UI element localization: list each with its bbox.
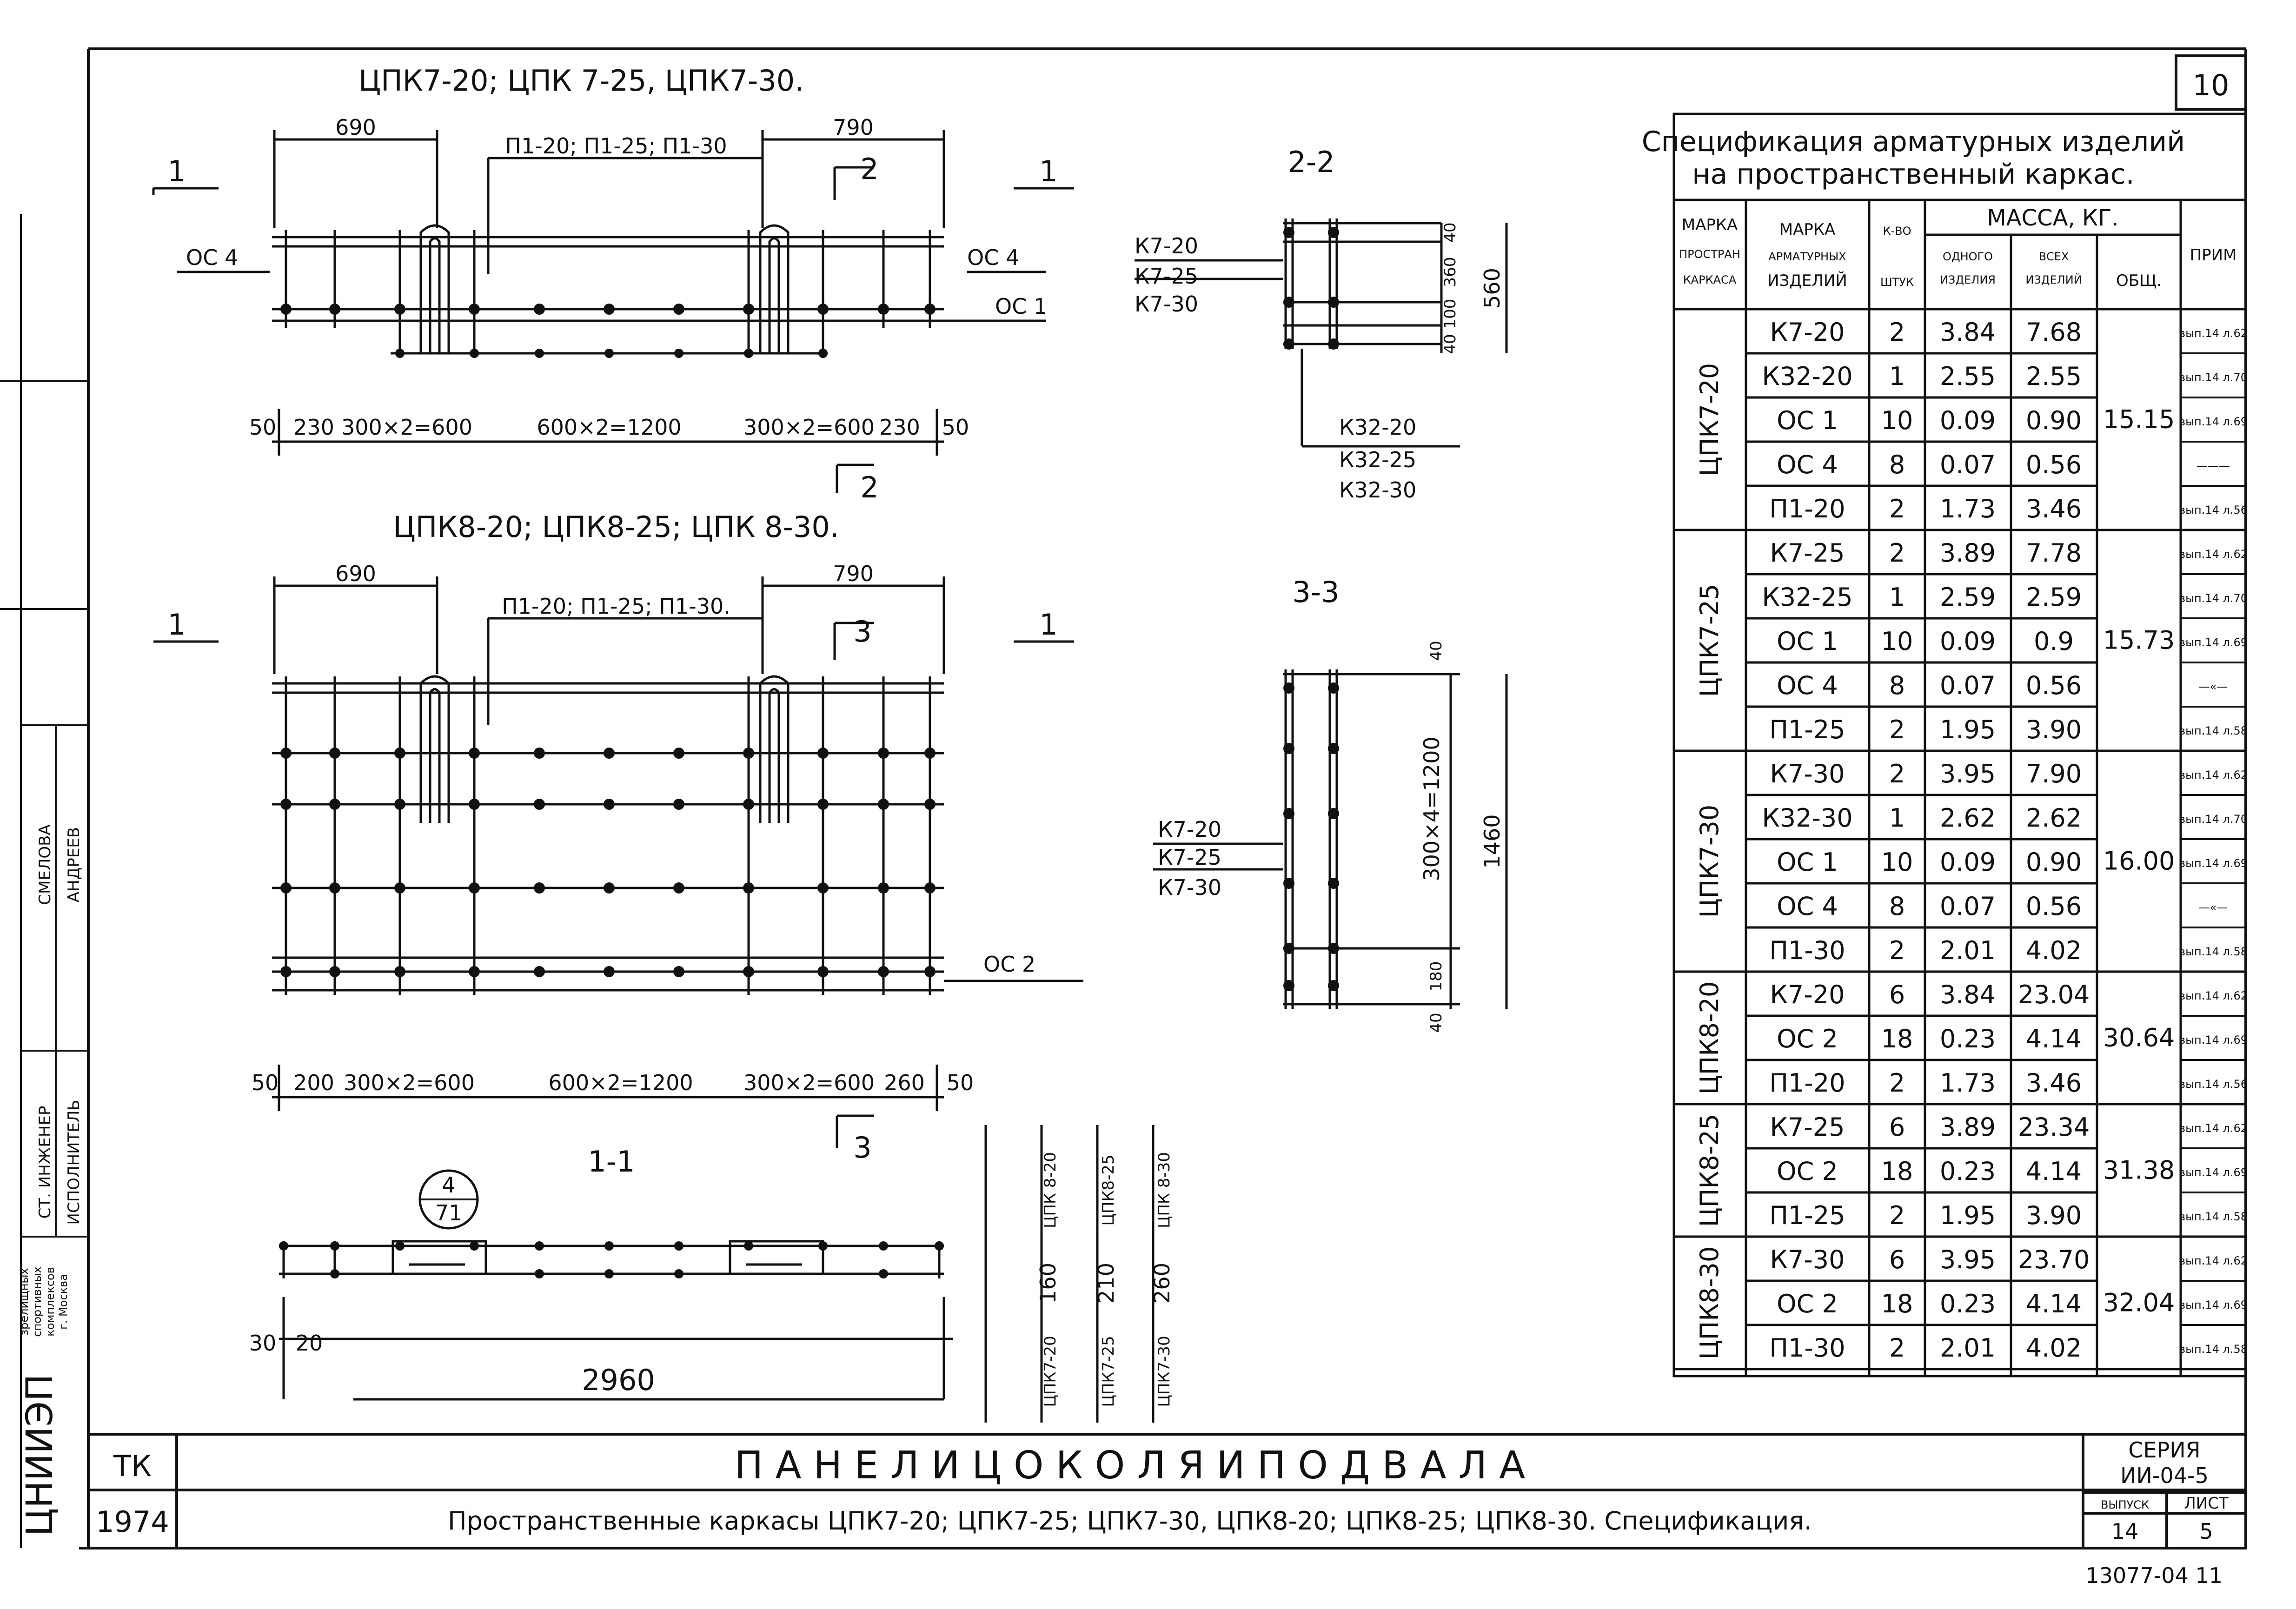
spec-cell-mass-one: 0.09 [1939, 406, 1996, 435]
spec-cell-mass-all: 23.34 [2017, 1112, 2090, 1142]
spec-cell-note: вып.14 л.69 [2178, 415, 2248, 428]
spec-cell-mark: П1-25 [1769, 1201, 1845, 1230]
spec-cell-note: вып.14 л.70 [2178, 813, 2248, 826]
middle-bottom-dim-7: 50 [946, 1070, 974, 1095]
section-3-3 [1153, 575, 1506, 1033]
spec-cell-mass-one: 0.23 [1939, 1024, 1996, 1053]
spec-title-line-1: Спецификация арматурных изделий [1641, 126, 2185, 158]
tb-title: П А Н Е Л И Ц О К О Л Я И П О Д В А Л А [734, 1443, 1526, 1488]
section-3-3-title: 3-3 [1292, 575, 1340, 609]
hdr-item-mark-1: МАРКА [1779, 220, 1836, 239]
spec-cell-qty: 2 [1889, 936, 1905, 965]
height-bottom-1: ЦПК7-20 [1041, 1336, 1060, 1407]
spec-cell-mass-all: 0.56 [2025, 450, 2082, 479]
spec-cell-mass-all: 0.90 [2025, 848, 2082, 877]
height-bottom-2: ЦПК7-25 [1099, 1336, 1118, 1407]
hdr-mass-one-2: ИЗДЕЛИЯ [1940, 273, 1996, 286]
spec-cell-note: вып.14 л.69 [2178, 857, 2248, 870]
spec-cell-qty: 18 [1881, 1157, 1913, 1186]
spec-cell-mark: ОС 2 [1777, 1289, 1838, 1318]
top-dim-right: 790 [833, 115, 874, 140]
middle-view [153, 510, 1083, 1165]
middle-cut-mark-3-upper: 3 [853, 615, 872, 649]
spec-cell-mass-one: 3.89 [1939, 538, 1996, 568]
section-2-2-label-left-1: К7-20 [1135, 233, 1199, 258]
spec-cell-mass-one: 2.62 [1939, 803, 1996, 833]
spec-cell-frame: ЦПК8-20 [1695, 981, 1724, 1095]
spec-cell-mass-one: 0.07 [1939, 671, 1996, 700]
hdr-mass: МАССА, КГ. [1987, 205, 2119, 231]
node-ref-bottom: 71 [435, 1200, 463, 1225]
spec-cell-mass-one: 3.95 [1939, 1245, 1996, 1274]
spec-cell-mark: ОС 1 [1777, 406, 1838, 435]
spec-cell-mass-one: 1.73 [1939, 494, 1996, 523]
spec-cell-qty: 6 [1889, 980, 1905, 1009]
spec-cell-mark: П1-30 [1769, 936, 1845, 965]
height-top-2: ЦПК8-25 [1099, 1154, 1118, 1226]
spec-cell-mark: ОС 4 [1777, 892, 1838, 921]
spec-cell-mark: ОС 1 [1777, 627, 1838, 656]
spec-cell-mass-one: 2.59 [1939, 583, 1996, 612]
spec-cell-note: вып.14 л.62 [2178, 1254, 2248, 1267]
spec-cell-mass-all: 3.90 [2025, 1201, 2082, 1230]
spec-cell-mass-all: 7.90 [2025, 759, 2082, 788]
section-3-3-dim-total: 1460 [1480, 814, 1505, 869]
spec-cell-mark: К32-25 [1762, 583, 1853, 612]
height-bottom-3: ЦПК7-30 [1155, 1336, 1174, 1407]
spec-cell-note: вып.14 л.58 [2178, 1210, 2248, 1223]
node-ref-top: 4 [442, 1172, 456, 1198]
spec-cell-mark: ОС 2 [1777, 1024, 1838, 1053]
tb-series-label: СЕРИЯ [2128, 1437, 2201, 1463]
tb-year: 1974 [96, 1505, 169, 1539]
hdr-item-mark-3: ИЗДЕЛИЙ [1767, 271, 1847, 290]
spec-cell-mass-one: 1.73 [1939, 1068, 1996, 1098]
hdr-frame-mark-3: КАРКАСА [1683, 273, 1737, 286]
spec-cell-mass-one: 0.07 [1939, 892, 1996, 921]
top-cut-mark-2-lower: 2 [860, 470, 879, 504]
spec-cell-mark: П1-20 [1769, 494, 1845, 523]
title-block [88, 1434, 2246, 1548]
spec-cell-qty: 2 [1889, 1333, 1905, 1363]
bottom-code: 13077-04 11 [2085, 1563, 2223, 1588]
section-2-2 [1135, 145, 1506, 503]
top-bottom-dim-2: 230 [293, 415, 334, 440]
hdr-mass-one-1: ОДНОГО [1942, 250, 1993, 263]
spec-cell-note: ——— [2196, 459, 2230, 472]
tb-series-value: ИИ-04-5 [2120, 1463, 2209, 1488]
section-2-2-title: 2-2 [1287, 145, 1335, 179]
top-view [153, 64, 1074, 504]
middle-cut-mark-1-left: 1 [167, 608, 186, 642]
hdr-mass-all-2: ИЗДЕЛИЙ [2025, 273, 2082, 286]
spec-cell-mass-all: 0.56 [2025, 892, 2082, 921]
section-1-1-dim-20: 20 [295, 1331, 323, 1356]
stamp-org-line-4: г. Москва [57, 1274, 70, 1330]
stamp-name-1: СМЕЛОВА [36, 824, 54, 905]
top-cut-mark-2-upper: 2 [860, 152, 879, 186]
spec-rows [1674, 318, 2248, 1369]
section-3-3-dim-4: 40 [1427, 1013, 1446, 1033]
top-bottom-dim-7: 50 [942, 415, 969, 440]
height-top-1: ЦПК 8-20 [1041, 1152, 1060, 1229]
spec-cell-note: вып.14 л.58 [2178, 945, 2248, 958]
stamp-name-2: АНДРЕЕВ [65, 827, 83, 903]
spec-cell-qty: 2 [1889, 494, 1905, 523]
spec-cell-frame: ЦПК7-25 [1695, 583, 1724, 697]
spec-cell-qty: 2 [1889, 715, 1905, 744]
spec-cell-qty: 6 [1889, 1245, 1905, 1274]
spec-cell-mass-all: 0.90 [2025, 406, 2082, 435]
spec-cell-mass-all: 4.02 [2025, 1333, 2082, 1363]
middle-cut-mark-3-lower: 3 [853, 1131, 872, 1165]
section-1-1 [249, 1125, 1175, 1423]
middle-view-title: ЦПК8-20; ЦПК8-25; ЦПК 8-30. [393, 510, 839, 544]
section-1-1-dim-length: 2960 [582, 1363, 655, 1397]
middle-dim-left: 690 [335, 561, 376, 586]
spec-cell-mark: П1-20 [1769, 1068, 1845, 1098]
spec-cell-qty: 2 [1889, 759, 1905, 788]
spec-cell-mass-all: 0.56 [2025, 671, 2082, 700]
specification-table [1642, 114, 2248, 1376]
spec-cell-mass-one: 3.84 [1939, 980, 1996, 1009]
spec-cell-mark: ОС 4 [1777, 671, 1838, 700]
tb-sheet-label: ЛИСТ [2184, 1494, 2229, 1513]
section-3-3-label-left-2: К7-25 [1158, 845, 1222, 870]
height-value-1: 160 [1035, 1263, 1061, 1304]
top-bottom-dim-6: 230 [879, 415, 920, 440]
middle-label-loops: П1-20; П1-25; П1-30. [502, 594, 730, 619]
section-2-2-label-bottom-2: К32-25 [1339, 447, 1417, 472]
hdr-item-mark-2: АРМАТУРНЫХ [1768, 250, 1846, 263]
hdr-qty-1: К-ВО [1883, 225, 1911, 238]
spec-cell-mass-one: 2.55 [1939, 362, 1996, 391]
top-label-oc1: ОС 1 [995, 294, 1048, 319]
spec-cell-note: вып.14 л.62 [2178, 989, 2248, 1002]
hdr-mass-all-1: ВСЕХ [2038, 250, 2069, 263]
middle-bottom-dim-5: 300×2=600 [743, 1070, 875, 1095]
spec-cell-note: вып.14 л.56 [2178, 1078, 2248, 1091]
spec-cell-qty: 8 [1889, 671, 1905, 700]
spec-cell-mass-one: 0.09 [1939, 627, 1996, 656]
hdr-qty-2: ШТУК [1880, 276, 1914, 289]
tb-subtitle: Пространственные каркасы ЦПК7-20; ЦПК7-25; ЦПК7-30, ЦПК8-20; ЦПК8-25; ЦПК8-30. Спецификация. [448, 1506, 1812, 1536]
top-cut-mark-1-right: 1 [1039, 154, 1058, 188]
spec-cell-mass-all: 3.46 [2025, 494, 2082, 523]
spec-cell-mass-one: 3.95 [1939, 759, 1996, 788]
spec-cell-note: вып.14 л.69 [2178, 1033, 2248, 1046]
section-2-2-label-bottom-3: К32-30 [1339, 477, 1417, 503]
stamp-org: ЦНИИЭП [19, 1374, 61, 1536]
section-1-1-dim-30: 30 [249, 1331, 277, 1356]
top-dim-left: 690 [335, 115, 376, 140]
spec-cell-mass-all: 3.46 [2025, 1068, 2082, 1098]
stamp-role-1: СТ. ИНЖЕНЕР [36, 1106, 54, 1219]
stamp-org-line-2: спортивных [31, 1266, 44, 1337]
spec-cell-note: —«— [2198, 901, 2228, 914]
spec-cell-qty: 18 [1881, 1024, 1913, 1053]
stamp-org-line-3: комплексов [44, 1267, 57, 1337]
spec-cell-note: вып.14 л.69 [2178, 636, 2248, 649]
spec-cell-total: 15.73 [2103, 625, 2175, 655]
spec-cell-mark: К32-20 [1762, 362, 1853, 391]
stamp-org-line-1: зрелищных [18, 1268, 31, 1336]
spec-cell-mass-all: 7.68 [2025, 318, 2082, 347]
spec-cell-note: вып.14 л.62 [2178, 768, 2248, 781]
spec-cell-note: вып.14 л.70 [2178, 592, 2248, 605]
spec-cell-mass-one: 0.23 [1939, 1289, 1996, 1318]
section-3-3-label-left-3: К7-30 [1158, 875, 1222, 900]
spec-cell-mass-all: 0.9 [2034, 627, 2074, 656]
spec-cell-frame: ЦПК8-25 [1695, 1113, 1724, 1227]
top-label-oc4-left: ОС 4 [186, 245, 239, 270]
spec-cell-mark: К7-20 [1770, 980, 1845, 1009]
spec-cell-note: вып.14 л.58 [2178, 724, 2248, 737]
section-2-2-label-left-3: К7-30 [1135, 291, 1199, 317]
spec-cell-frame: ЦПК8-30 [1695, 1246, 1724, 1360]
spec-cell-qty: 8 [1889, 450, 1905, 479]
middle-bottom-dim-3: 300×2=600 [344, 1070, 475, 1095]
tb-issue-label: ВЫПУСК [2100, 1498, 2150, 1511]
spec-cell-qty: 10 [1881, 627, 1913, 656]
spec-cell-total: 15.15 [2103, 404, 2175, 434]
section-3-3-dim-3: 180 [1427, 961, 1446, 992]
hdr-note: ПРИМ [2190, 246, 2237, 265]
tb-sheet-value: 5 [2199, 1519, 2213, 1544]
spec-cell-note: вып.14 л.69 [2178, 1298, 2248, 1311]
spec-title-line-2: на пространственный каркас. [1692, 158, 2135, 191]
spec-cell-mass-all: 2.62 [2025, 803, 2082, 833]
spec-cell-mark: ОС 1 [1777, 848, 1838, 877]
spec-cell-qty: 1 [1889, 583, 1905, 612]
spec-cell-qty: 2 [1889, 1068, 1905, 1098]
top-bottom-dim-3: 300×2=600 [341, 415, 472, 440]
spec-cell-mass-all: 2.55 [2025, 362, 2082, 391]
top-bottom-dim-4: 600×2=1200 [537, 415, 682, 440]
spec-cell-mark: К7-20 [1770, 318, 1845, 347]
section-1-1-title: 1-1 [588, 1145, 635, 1179]
spec-cell-mark: ОС 4 [1777, 450, 1838, 479]
top-view-title: ЦПК7-20; ЦПК 7-25, ЦПК7-30. [358, 64, 804, 98]
section-3-3-label-left-1: К7-20 [1158, 817, 1222, 842]
section-3-3-dim-2: 300×4=1200 [1419, 736, 1444, 881]
top-label-oc4-right: ОС 4 [967, 245, 1020, 270]
spec-cell-qty: 2 [1889, 1201, 1905, 1230]
middle-bottom-dim-1: 50 [251, 1070, 279, 1095]
spec-cell-qty: 1 [1889, 803, 1905, 833]
spec-cell-frame: ЦПК7-20 [1695, 363, 1724, 477]
spec-cell-mark: К7-25 [1770, 1112, 1845, 1142]
spec-cell-mass-all: 4.14 [2025, 1289, 2082, 1318]
section-2-2-label-left-2: К7-25 [1135, 264, 1199, 289]
spec-cell-mass-one: 0.09 [1939, 848, 1996, 877]
spec-cell-qty: 10 [1881, 406, 1913, 435]
spec-cell-qty: 6 [1889, 1112, 1905, 1142]
spec-cell-frame: ЦПК7-30 [1695, 804, 1724, 918]
spec-cell-mass-all: 2.59 [2025, 583, 2082, 612]
spec-cell-qty: 1 [1889, 362, 1905, 391]
spec-cell-qty: 2 [1889, 318, 1905, 347]
sheet-number: 10 [2192, 68, 2230, 102]
section-2-2-dim-total: 560 [1480, 268, 1505, 309]
spec-cell-note: вып.14 л.58 [2178, 1343, 2248, 1356]
spec-cell-mass-one: 0.07 [1939, 450, 1996, 479]
spec-cell-note: вып.14 л.62 [2178, 327, 2248, 340]
top-bottom-dim-5: 300×2=600 [743, 415, 875, 440]
tb-issue-value: 14 [2111, 1519, 2139, 1544]
spec-cell-total: 32.04 [2103, 1288, 2175, 1318]
spec-cell-qty: 8 [1889, 892, 1905, 921]
middle-dim-right: 790 [833, 561, 874, 586]
spec-cell-mark: П1-25 [1769, 715, 1845, 744]
spec-cell-total: 30.64 [2103, 1023, 2175, 1053]
section-2-2-label-bottom-1: К32-20 [1339, 415, 1417, 440]
spec-cell-mark: К7-25 [1770, 538, 1845, 568]
section-2-2-dim-2: 360 [1441, 257, 1460, 287]
middle-bottom-dim-2: 200 [293, 1070, 334, 1095]
top-label-loops: П1-20; П1-25; П1-30 [505, 133, 727, 159]
middle-bottom-dim-6: 260 [884, 1070, 925, 1095]
spec-cell-note: вып.14 л.70 [2178, 371, 2248, 384]
spec-cell-mass-one: 1.95 [1939, 1201, 1996, 1230]
spec-cell-mass-all: 4.02 [2025, 936, 2082, 965]
spec-cell-mark: К32-30 [1762, 803, 1853, 833]
spec-cell-mark: К7-30 [1770, 1245, 1845, 1274]
spec-cell-mass-one: 2.01 [1939, 1333, 1996, 1363]
hdr-frame-mark-2: ПРОСТРАН [1679, 248, 1740, 261]
height-value-2: 210 [1094, 1263, 1119, 1304]
middle-cut-mark-1-right: 1 [1039, 608, 1058, 642]
spec-cell-qty: 2 [1889, 538, 1905, 568]
spec-cell-note: вып.14 л.62 [2178, 1122, 2248, 1135]
spec-cell-total: 16.00 [2103, 846, 2175, 876]
spec-cell-mass-one: 0.23 [1939, 1157, 1996, 1186]
spec-cell-mass-all: 4.14 [2025, 1157, 2082, 1186]
hdr-frame-mark-1: МАРКА [1681, 216, 1738, 234]
top-bottom-dim-1: 50 [249, 415, 277, 440]
section-2-2-dim-4: 40 [1441, 334, 1460, 354]
spec-cell-mass-one: 3.84 [1939, 318, 1996, 347]
stamp-role-2: ИСПОЛНИТЕЛЬ [65, 1099, 83, 1225]
spec-cell-qty: 10 [1881, 848, 1913, 877]
hdr-mass-total: ОБЩ. [2116, 271, 2162, 290]
tb-code: ТК [113, 1449, 152, 1483]
middle-label-oc2: ОС 2 [983, 952, 1036, 977]
middle-bottom-dim-4: 600×2=1200 [548, 1070, 693, 1095]
spec-cell-mark: К7-30 [1770, 759, 1845, 788]
section-2-2-dim-3: 100 [1441, 298, 1460, 329]
spec-cell-note: вып.14 л.62 [2178, 548, 2248, 561]
spec-cell-note: —«— [2198, 680, 2228, 693]
section-2-2-dim-1: 40 [1441, 222, 1460, 243]
spec-cell-note: вып.14 л.56 [2178, 503, 2248, 516]
spec-cell-mass-all: 4.14 [2025, 1024, 2082, 1053]
height-value-3: 260 [1149, 1263, 1175, 1304]
spec-cell-mass-all: 23.04 [2017, 980, 2090, 1009]
spec-cell-total: 31.38 [2103, 1155, 2175, 1185]
side-stamp [0, 214, 88, 1548]
height-top-3: ЦПК 8-30 [1155, 1152, 1174, 1229]
spec-cell-note: вып.14 л.69 [2178, 1166, 2248, 1179]
section-3-3-dim-1: 40 [1427, 641, 1446, 661]
spec-cell-mass-all: 7.78 [2025, 538, 2082, 568]
spec-cell-mass-one: 1.95 [1939, 715, 1996, 744]
spec-cell-mass-one: 3.89 [1939, 1112, 1996, 1142]
top-cut-mark-1-left: 1 [167, 154, 186, 188]
spec-cell-mass-one: 2.01 [1939, 936, 1996, 965]
spec-cell-mark: ОС 2 [1777, 1157, 1838, 1186]
spec-cell-mass-all: 23.70 [2017, 1245, 2090, 1274]
spec-cell-mass-all: 3.90 [2025, 715, 2082, 744]
spec-cell-mark: П1-30 [1769, 1333, 1845, 1363]
spec-cell-qty: 18 [1881, 1289, 1913, 1318]
